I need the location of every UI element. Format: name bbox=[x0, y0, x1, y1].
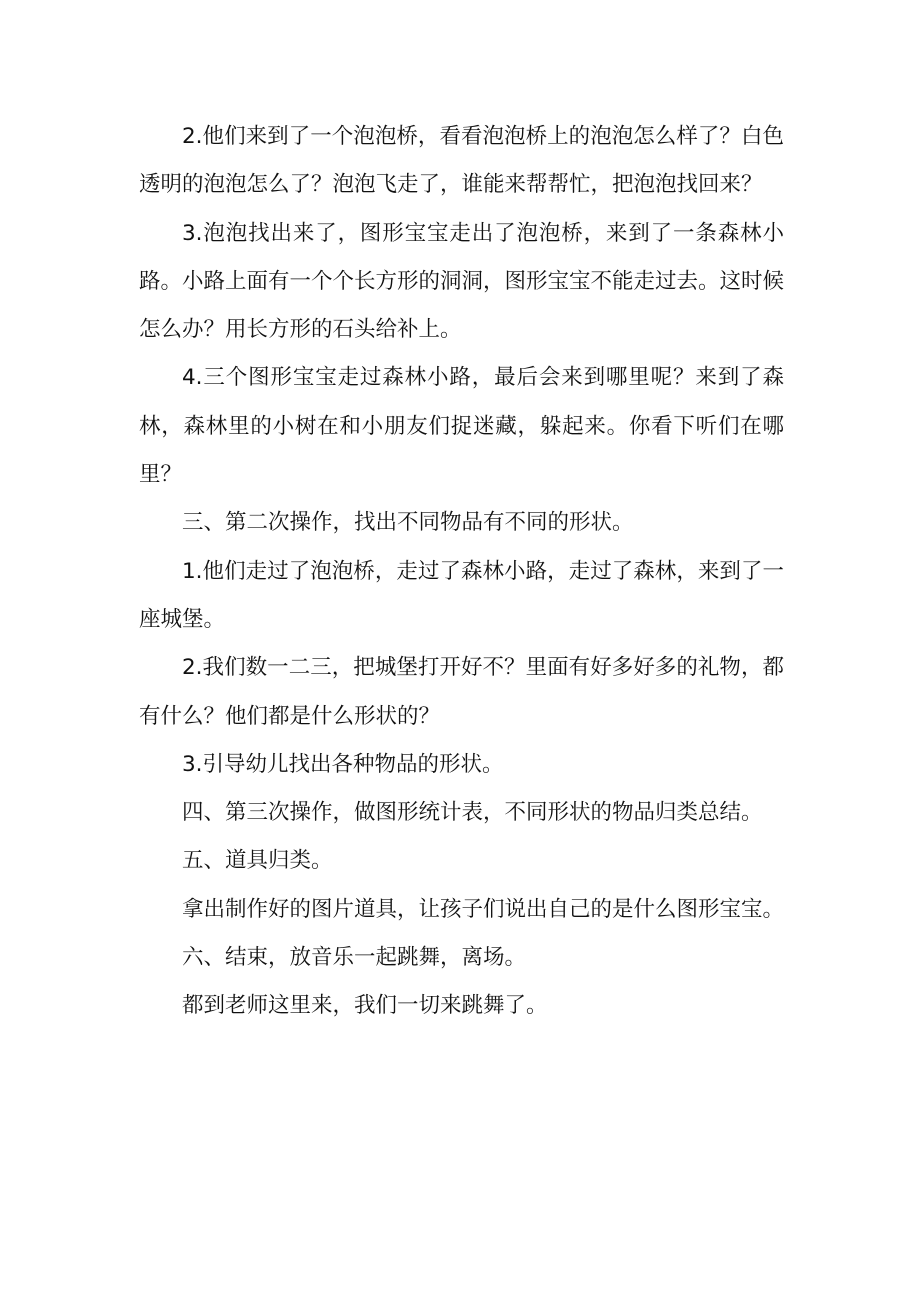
section-heading-third-operation: 四、第三次操作，做图形统计表，不同形状的物品归类总结。 bbox=[182, 800, 763, 826]
paragraph-castle: 1.他们走过了泡泡桥，走过了森林小路，走过了森林，来到了一座城堡。 bbox=[139, 558, 784, 632]
section-heading-second-operation: 三、第二次操作，找出不同物品有不同的形状。 bbox=[182, 510, 634, 536]
section-heading-ending: 六、结束，放音乐一起跳舞，离场。 bbox=[182, 945, 527, 971]
paragraph-picture-props: 拿出制作好的图片道具，让孩子们说出自己的是什么图形宝宝。 bbox=[182, 896, 785, 922]
paragraph-gifts: 2.我们数一二三，把城堡打开好不？里面有好多好多的礼物，都有什么？他们都是什么形状的？ bbox=[139, 655, 784, 729]
paragraph-forest-path: 3.泡泡找出来了，图形宝宝走出了泡泡桥，来到了一条森林小路。小路上面有一个个长方形的洞洞，图形宝宝不能走过去。这时候怎么办？用长方形的石头给补上。 bbox=[139, 220, 785, 343]
paragraph-find-shapes: 3.引导幼儿找出各种物品的形状。 bbox=[182, 751, 504, 777]
paragraph-dance: 都到老师这里来，我们一切来跳舞了。 bbox=[182, 993, 548, 1019]
paragraph-bubble-bridge: 2.他们来到了一个泡泡桥，看看泡泡桥上的泡泡怎么样了？白色透明的泡泡怎么了？泡泡飞走了，谁能来帮帮忙，把泡泡找回来？ bbox=[139, 124, 784, 198]
paragraph-forest: 4.三个图形宝宝走过森林小路，最后会来到哪里呢？来到了森林，森林里的小树在和小朋友们捉迷藏，躲起来。你看下听们在哪里？ bbox=[139, 365, 784, 488]
document-body bbox=[139, 113, 784, 1031]
section-heading-props: 五、道具归类。 bbox=[182, 848, 333, 874]
